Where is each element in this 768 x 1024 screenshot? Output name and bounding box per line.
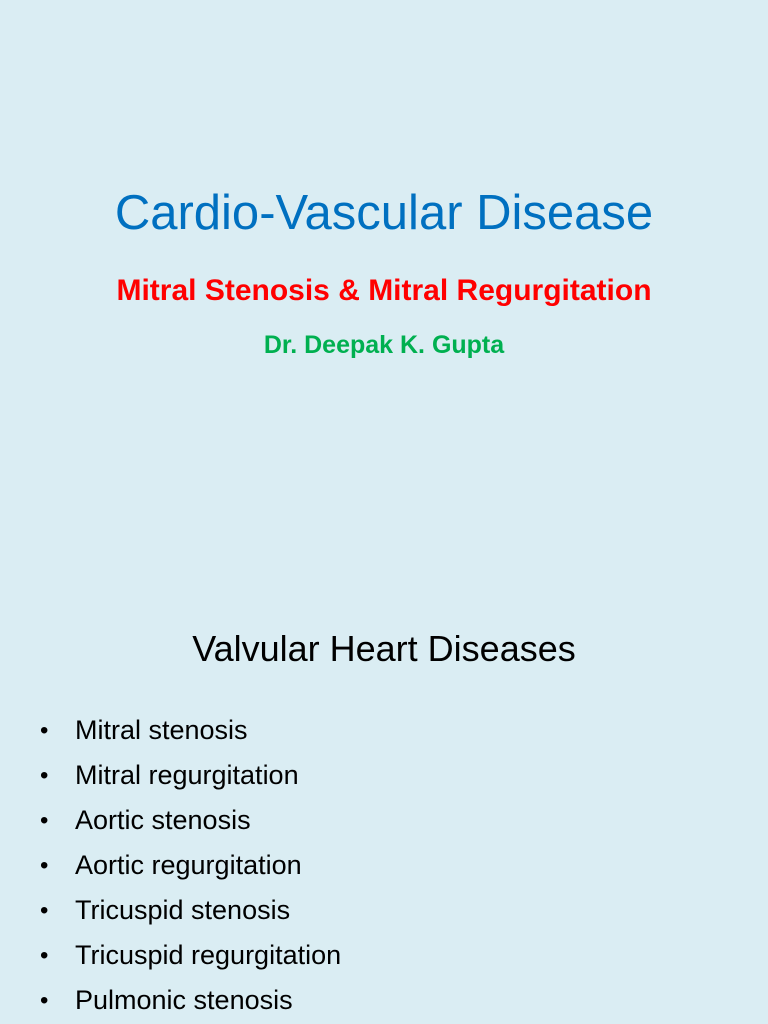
bullet-icon: • [40, 762, 49, 789]
bullet-text: Tricuspid regurgitation [75, 940, 342, 970]
slide-title: Cardio-Vascular Disease [114, 186, 654, 240]
bullet-icon: • [40, 987, 49, 1014]
bullet-text: Tricuspid stenosis [75, 895, 291, 925]
content-slide-title: Valvular Heart Diseases [192, 628, 576, 669]
bullet-icon: • [40, 852, 49, 879]
content-slide [0, 576, 768, 1024]
bullet-icon: • [40, 897, 49, 924]
bullet-icon: • [40, 942, 49, 969]
bullet-text: Aortic stenosis [75, 805, 251, 835]
author-name: Dr. Deepak K. Gupta [263, 331, 505, 359]
bullet-text: Pulmonic stenosis [75, 985, 293, 1015]
bullet-icon: • [40, 717, 49, 744]
bullet-text: Mitral regurgitation [75, 760, 299, 790]
bullet-icon: • [40, 807, 49, 834]
bullet-text: Aortic regurgitation [75, 850, 302, 880]
slide-subtitle: Mitral Stenosis & Mitral Regurgitation [116, 274, 652, 307]
bullet-text: Mitral stenosis [75, 715, 248, 745]
